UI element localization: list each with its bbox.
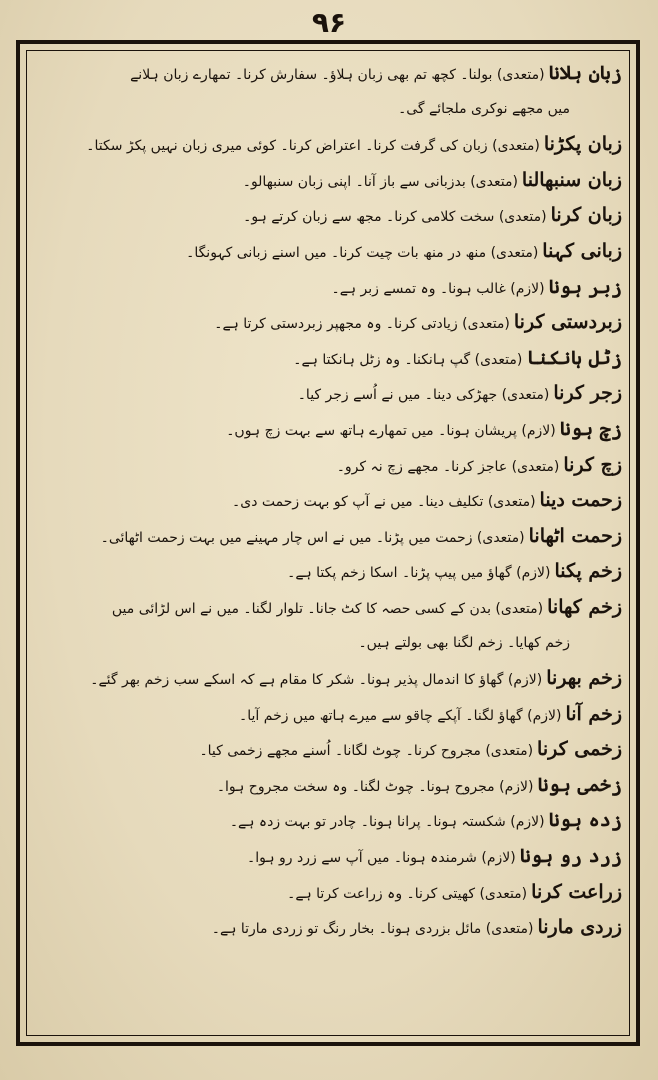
entry-definition: (متعدی) گپ ہانکنا۔ وہ زٹل ہانکتا ہے۔: [293, 351, 523, 368]
entry-definition: (متعدی) بدن کے کسی حصہ کا کٹ جانا۔ تلوار لگنا۔ میں نے اس لڑائی میں: [111, 600, 544, 617]
entry-term: زدہ ہونا: [548, 809, 622, 832]
entry-term: زحمت دینا: [539, 489, 622, 512]
entry-definition: (لازم) گھاؤ لگنا۔ آپکے چاقو سے میرے ہاتھ میں زخم آیا۔: [239, 707, 562, 724]
entry-definition: (متعدی) بولنا۔ کچھ تم بھی زبان ہلاؤ۔ سفارش کرنا۔ تمھارے زبان ہلانے: [130, 67, 545, 83]
dictionary-entry: [34, 875, 622, 911]
dictionary-entry: [34, 56, 622, 92]
entry-term: زبان پکڑنا: [543, 133, 622, 156]
dictionary-entry: [34, 732, 622, 768]
entry-term: زراعت کرنا: [531, 880, 622, 903]
entry-definition: (متعدی) کھیتی کرنا۔ وہ زراعت کرتا ہے۔: [287, 885, 528, 902]
entry-term: زچ کرنا: [563, 453, 622, 476]
entry-term: زخمی ہونا: [537, 773, 622, 796]
dictionary-entry: [34, 376, 622, 412]
entry-term: زخمی کرنا: [537, 738, 622, 761]
entry-definition: (متعدی) بدزبانی سے باز آنا۔ اپنی زبان سنبھالو۔: [242, 173, 518, 190]
dictionary-entry: [34, 412, 622, 448]
dictionary-entry: [34, 839, 622, 875]
entry-term: زجر کرنا: [553, 382, 622, 405]
entry-definition: (لازم) گھاؤ کا اندمال پذیر ہونا۔ شکر کا مقام ہے کہ اسکے سب زخم بھر گئے۔: [90, 672, 543, 689]
entry-definition: زخم کھایا۔ زخم لگنا بھی بولتے ہیں۔: [358, 634, 570, 651]
entry-term: زبان ہلانا: [548, 62, 622, 84]
page-number: ۹۶: [311, 6, 347, 39]
entry-term: زخم آنا: [565, 702, 622, 725]
entry-term: زبان کرنا: [550, 204, 622, 227]
entry-definition: (لازم) پریشان ہونا۔ میں تمھارے ہاتھ سے بہت زچ ہوں۔: [226, 422, 556, 439]
entry-term: زخم بھرنا: [546, 667, 622, 690]
entry-term: زبر ہونا: [548, 275, 622, 298]
entry-term: زبانی کہنا: [542, 239, 622, 262]
entry-definition: (متعدی) زیادتی کرنا۔ وہ مجھپر زبردستی کرتا ہے۔: [214, 316, 510, 333]
entry-continuation: [34, 92, 622, 128]
entry-definition: (متعدی) زحمت میں پڑنا۔ میں نے اس چار مہینے میں بہت زحمت اٹھائی۔: [100, 529, 525, 546]
entry-definition: میں مجھے نوکری ملجائے گی۔: [398, 100, 570, 117]
entry-term: زخم کھانا: [547, 595, 622, 618]
entry-definition: (متعدی) جھڑکی دینا۔ میں نے اُسے زجر کیا۔: [297, 387, 550, 404]
dictionary-entry: [34, 768, 622, 804]
dictionary-entry: [34, 448, 622, 484]
entry-term: زبان سنبھالنا: [521, 168, 622, 191]
dictionary-entry: [34, 163, 622, 199]
entry-definition: (متعدی) سخت کلامی کرنا۔ مجھ سے زبان کرتے ہو۔: [243, 209, 547, 226]
entry-term: زبردستی کرنا: [513, 311, 622, 334]
entry-definition: (لازم) گھاؤ میں پیپ پڑنا۔ اسکا زخم پکتا ہے۔: [287, 565, 551, 582]
dictionary-entry: [34, 270, 622, 306]
entry-term: زردی مارنا: [537, 916, 622, 939]
entry-term: زرد رو ہونا: [519, 845, 622, 868]
entry-definition: (لازم) مجروح ہونا۔ چوٹ لگنا۔ وہ سخت مجروح ہوا۔: [216, 778, 534, 795]
dictionary-entries: [34, 56, 622, 946]
dictionary-entry: [34, 234, 622, 270]
dictionary-entry: [34, 910, 622, 946]
dictionary-entry: [34, 661, 622, 697]
entry-term: زچ ہونا: [559, 417, 622, 440]
entry-definition: (لازم) شرمندہ ہونا۔ میں آپ سے زرد رو ہوا۔: [247, 850, 516, 867]
entry-term: زٹل ہانکنا: [526, 346, 622, 369]
dictionary-entry: [34, 341, 622, 377]
dictionary-entry: [34, 697, 622, 733]
dictionary-entry: [34, 198, 622, 234]
entry-definition: (لازم) غالب ہونا۔ وہ تمسے زبر ہے۔: [331, 280, 545, 297]
dictionary-entry: [34, 483, 622, 519]
dictionary-entry: [34, 519, 622, 555]
dictionary-entry: [34, 554, 622, 590]
entry-definition: (متعدی) مجروح کرنا۔ چوٹ لگانا۔ اُسنے مجھے زخمی کیا۔: [199, 743, 534, 760]
entry-definition: (لازم) شکستہ ہونا۔ پرانا ہونا۔ چادر تو بہت زدہ ہے۔: [229, 814, 545, 831]
entry-definition: (متعدی) منھ در منھ بات چیت کرنا۔ میں اسنے زبانی کہونگا۔: [186, 244, 539, 261]
entry-definition: (متعدی) عاجز کرنا۔ مجھے زچ نہ کرو۔: [336, 458, 560, 475]
entry-continuation: [34, 626, 622, 662]
dictionary-entry: [34, 590, 622, 626]
dictionary-entry: [34, 803, 622, 839]
entry-definition: (متعدی) مائل بزردی ہونا۔ بخار رنگ تو زردی مارتا ہے۔: [211, 921, 534, 938]
entry-term: زحمت اٹھانا: [528, 524, 622, 547]
dictionary-entry: [34, 127, 622, 163]
entry-definition: (متعدی) زبان کی گرفت کرنا۔ اعتراض کرنا۔ کوئی میری زبان نہیں پکڑ سکتا۔: [86, 138, 540, 155]
dictionary-entry: [34, 305, 622, 341]
entry-definition: (متعدی) تکلیف دینا۔ میں نے آپ کو بہت زحمت دی۔: [232, 494, 536, 511]
entry-term: زخم پکنا: [554, 560, 622, 583]
